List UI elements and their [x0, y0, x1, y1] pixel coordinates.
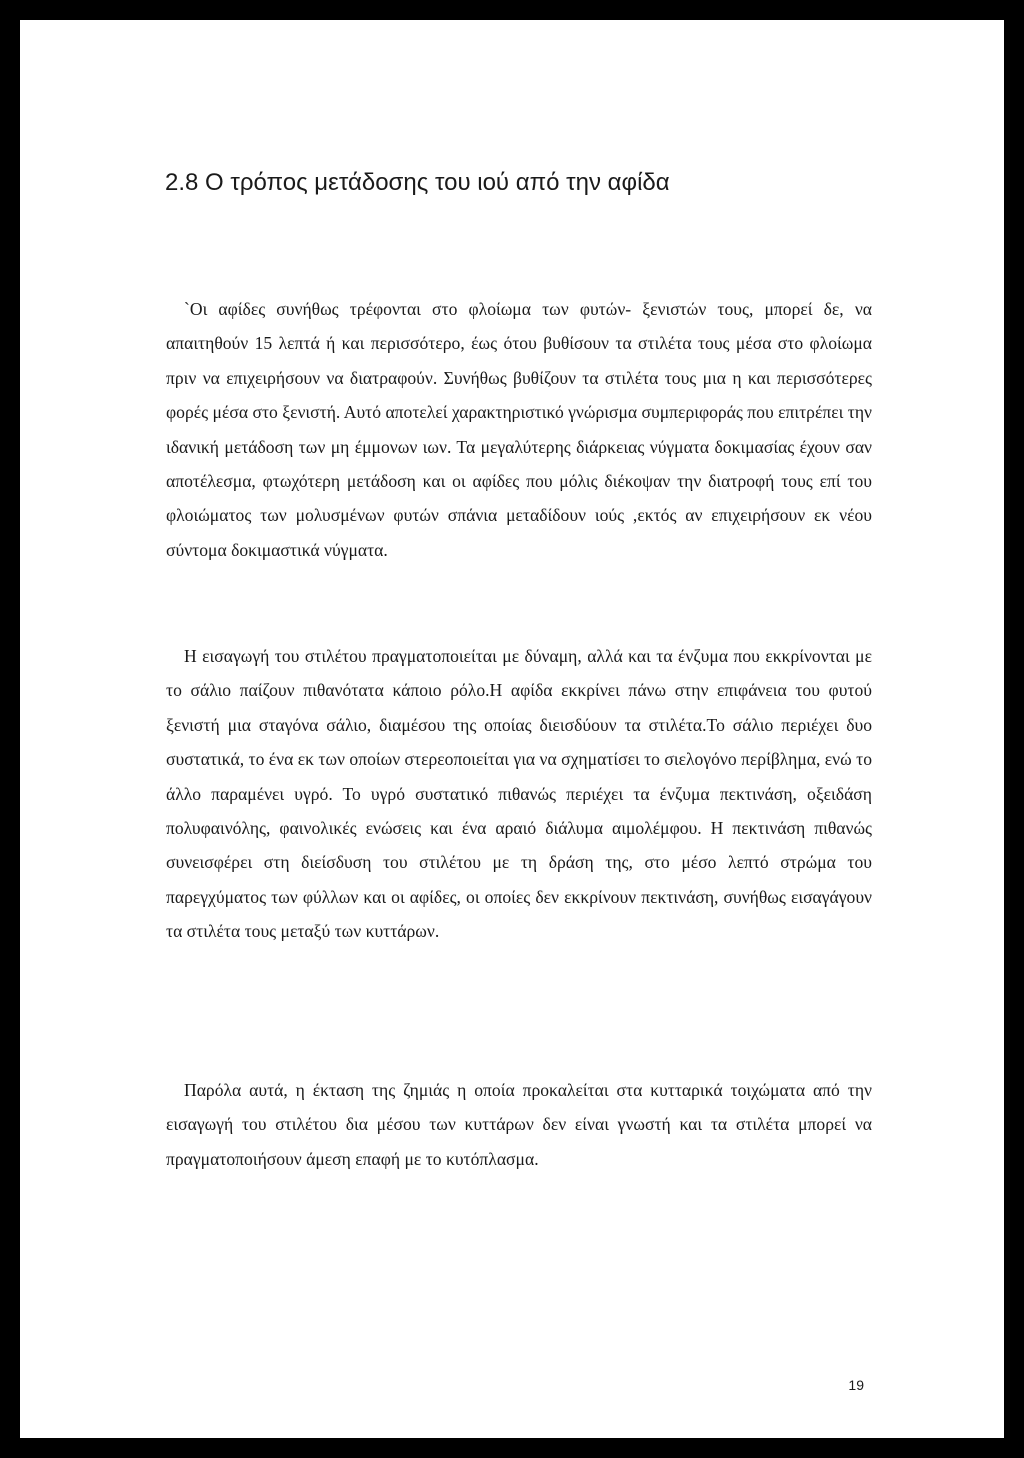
paragraph-cell-damage: Παρόλα αυτά, η έκταση της ζημιάς η οποία προκαλείται στα κυτταρικά τοιχώματα από την εισαγωγή του στιλέτου δια μέσου των κυττάρων δεν είναι γνωστή και τα στιλέτα μπορεί να πραγματοποιήσουν άμεση επαφή με το κυτόπλασμα.: [166, 1080, 872, 1169]
document-page: [20, 20, 1004, 1438]
paragraph-feeding: `Οι αφίδες συνήθως τρέφονται στο φλοίωμα των φυτών- ξενιστών τους, μπορεί δε, να απαιτηθούν 15 λεπτά ή και περισσότερο, έως ότου βυθίσουν τα στιλέτα τους μέσα στο φλοίωμα πριν να επιχειρήσουν να διατραφούν. Συνήθως βυθίζουν τα στιλέτα τους μια η και περισσότερες φορές μέσα στο ξενιστή. Αυτό αποτελεί χαρακτηριστικό γνώρισμα συμπεριφοράς που επιτρέπει την ιδανική μετάδοση των μη έμμονων ιων. Τα μεγαλύτερης διάρκειας νύγματα δοκιμασίας έχουν σαν αποτέλεσμα, φτωχότερη μετάδοση και οι αφίδες που μόλις διέκοψαν την διατροφή τους επί του φλοιώματος των μολυσμένων φυτών σπάνια μεταδίδουν ιούς ,εκτός αν επιχειρήσουν εκ νέου σύντομα δοκιμαστικά νύγματα.: [166, 299, 872, 560]
paragraph-stylet-insertion: Η εισαγωγή του στιλέτου πραγματοποιείται με δύναμη, αλλά και τα ένζυμα που εκκρίνονται με το σάλιο παίζουν πιθανότατα κάποιο ρόλο.Η αφίδα εκκρίνει πάνω στην επιφάνεια του φυτού ξενιστή μια σταγόνα σάλιο, διαμέσου της οποίας διεισδύουν τα στιλέτα.Το σάλιο περιέχει δυο συστατικά, το ένα εκ των οποίων στερεοποιείται για να σχηματίσει το σιελογόνο περίβλημα, ενώ το άλλο παραμένει υγρό. Το υγρό συστατικό πιθανώς περιέχει τα ένζυμα πεκτινάση, οξειδάση πολυφαινόλης, φαινολικές ενώσεις και ένα αραιό διάλυμα αιμολέμφου. Η πεκτινάση πιθανώς συνεισφέρει στη διείσδυση του στιλέτου με τη δράση της, στο μέσο λεπτό στρώμα του παρεγχύματος των φύλλων και οι αφίδες, οι οποίες δεν εκκρίνουν πεκτινάση, συνήθως εισαγάγουν τα στιλέτα τους μεταξύ των κυττάρων.: [166, 646, 872, 942]
section-heading: 2.8 Ο τρόπος μετάδοσης του ιού από την αφίδα: [165, 169, 670, 196]
page-number: 19: [848, 1377, 864, 1393]
